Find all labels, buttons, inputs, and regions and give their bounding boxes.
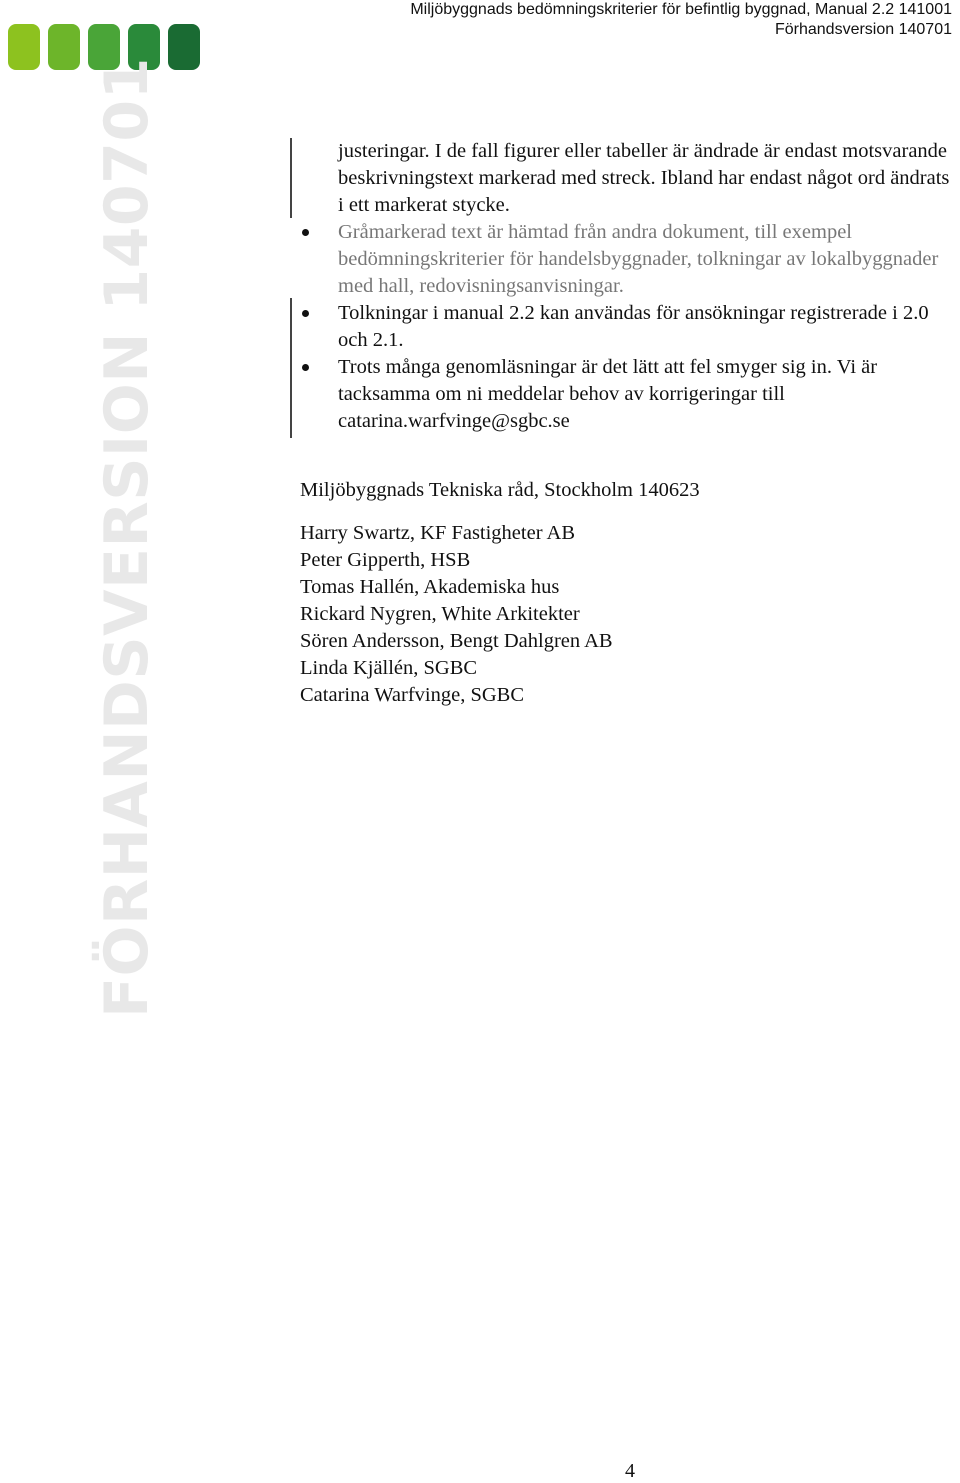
continuation-paragraph: justeringar. I de fall figurer eller tabeller är ändrade är endast motsvarande beskrivningstext markerad med streck. Ibland har endast något ord ändrats i ett markerat stycke. [338, 140, 950, 216]
header-title: Miljöbyggnads bedömningskriterier för befintlig byggnad, Manual 2.2 141001 [410, 1, 952, 18]
member-name: Rickard Nygren, White Arkitekter [300, 603, 580, 625]
member-name: Linda Kjällén, SGBC [300, 657, 478, 679]
logo-square [8, 24, 40, 70]
list-item: Tolkningar i manual 2.2 kan användas för ansökningar registrerade i 2.0 och 2.1. [300, 300, 960, 354]
list-item: Trots många genomläsningar är det lätt att fel smyger sig in. Vi är tacksamma om ni meddelar behov av korrigeringar till catarina.warfvinge@sgbc.se [300, 354, 960, 435]
logo-square [48, 24, 80, 70]
member-name: Peter Gipperth, HSB [300, 549, 471, 571]
header-version: Förhandsversion 140701 [774, 21, 952, 38]
change-bar [290, 138, 292, 218]
watermark: FÖRHANDSVERSION 140701 [92, 57, 162, 1018]
member-name: Sören Andersson, Bengt Dahlgren AB [300, 630, 613, 652]
page-number: 4 [625, 1460, 635, 1482]
bullet-list [300, 219, 960, 435]
running-header [410, 0, 952, 40]
member-name: Harry Swartz, KF Fastigheter AB [300, 522, 575, 544]
member-name: Tomas Hallén, Akademiska hus [300, 576, 560, 598]
change-bar [290, 298, 292, 438]
member-list [300, 520, 960, 709]
member-name: Catarina Warfvinge, SGBC [300, 684, 524, 706]
logo-square [168, 24, 200, 70]
signature-line: Miljöbyggnads Tekniska råd, Stockholm 140623 [300, 479, 700, 501]
page-content [300, 138, 960, 709]
list-item: Gråmarkerad text är hämtad från andra dokument, till exempel bedömningskriterier för handelsbyggnader, tolkningar av lokalbyggnader med hall, redovisningsanvisningar. [300, 219, 960, 300]
